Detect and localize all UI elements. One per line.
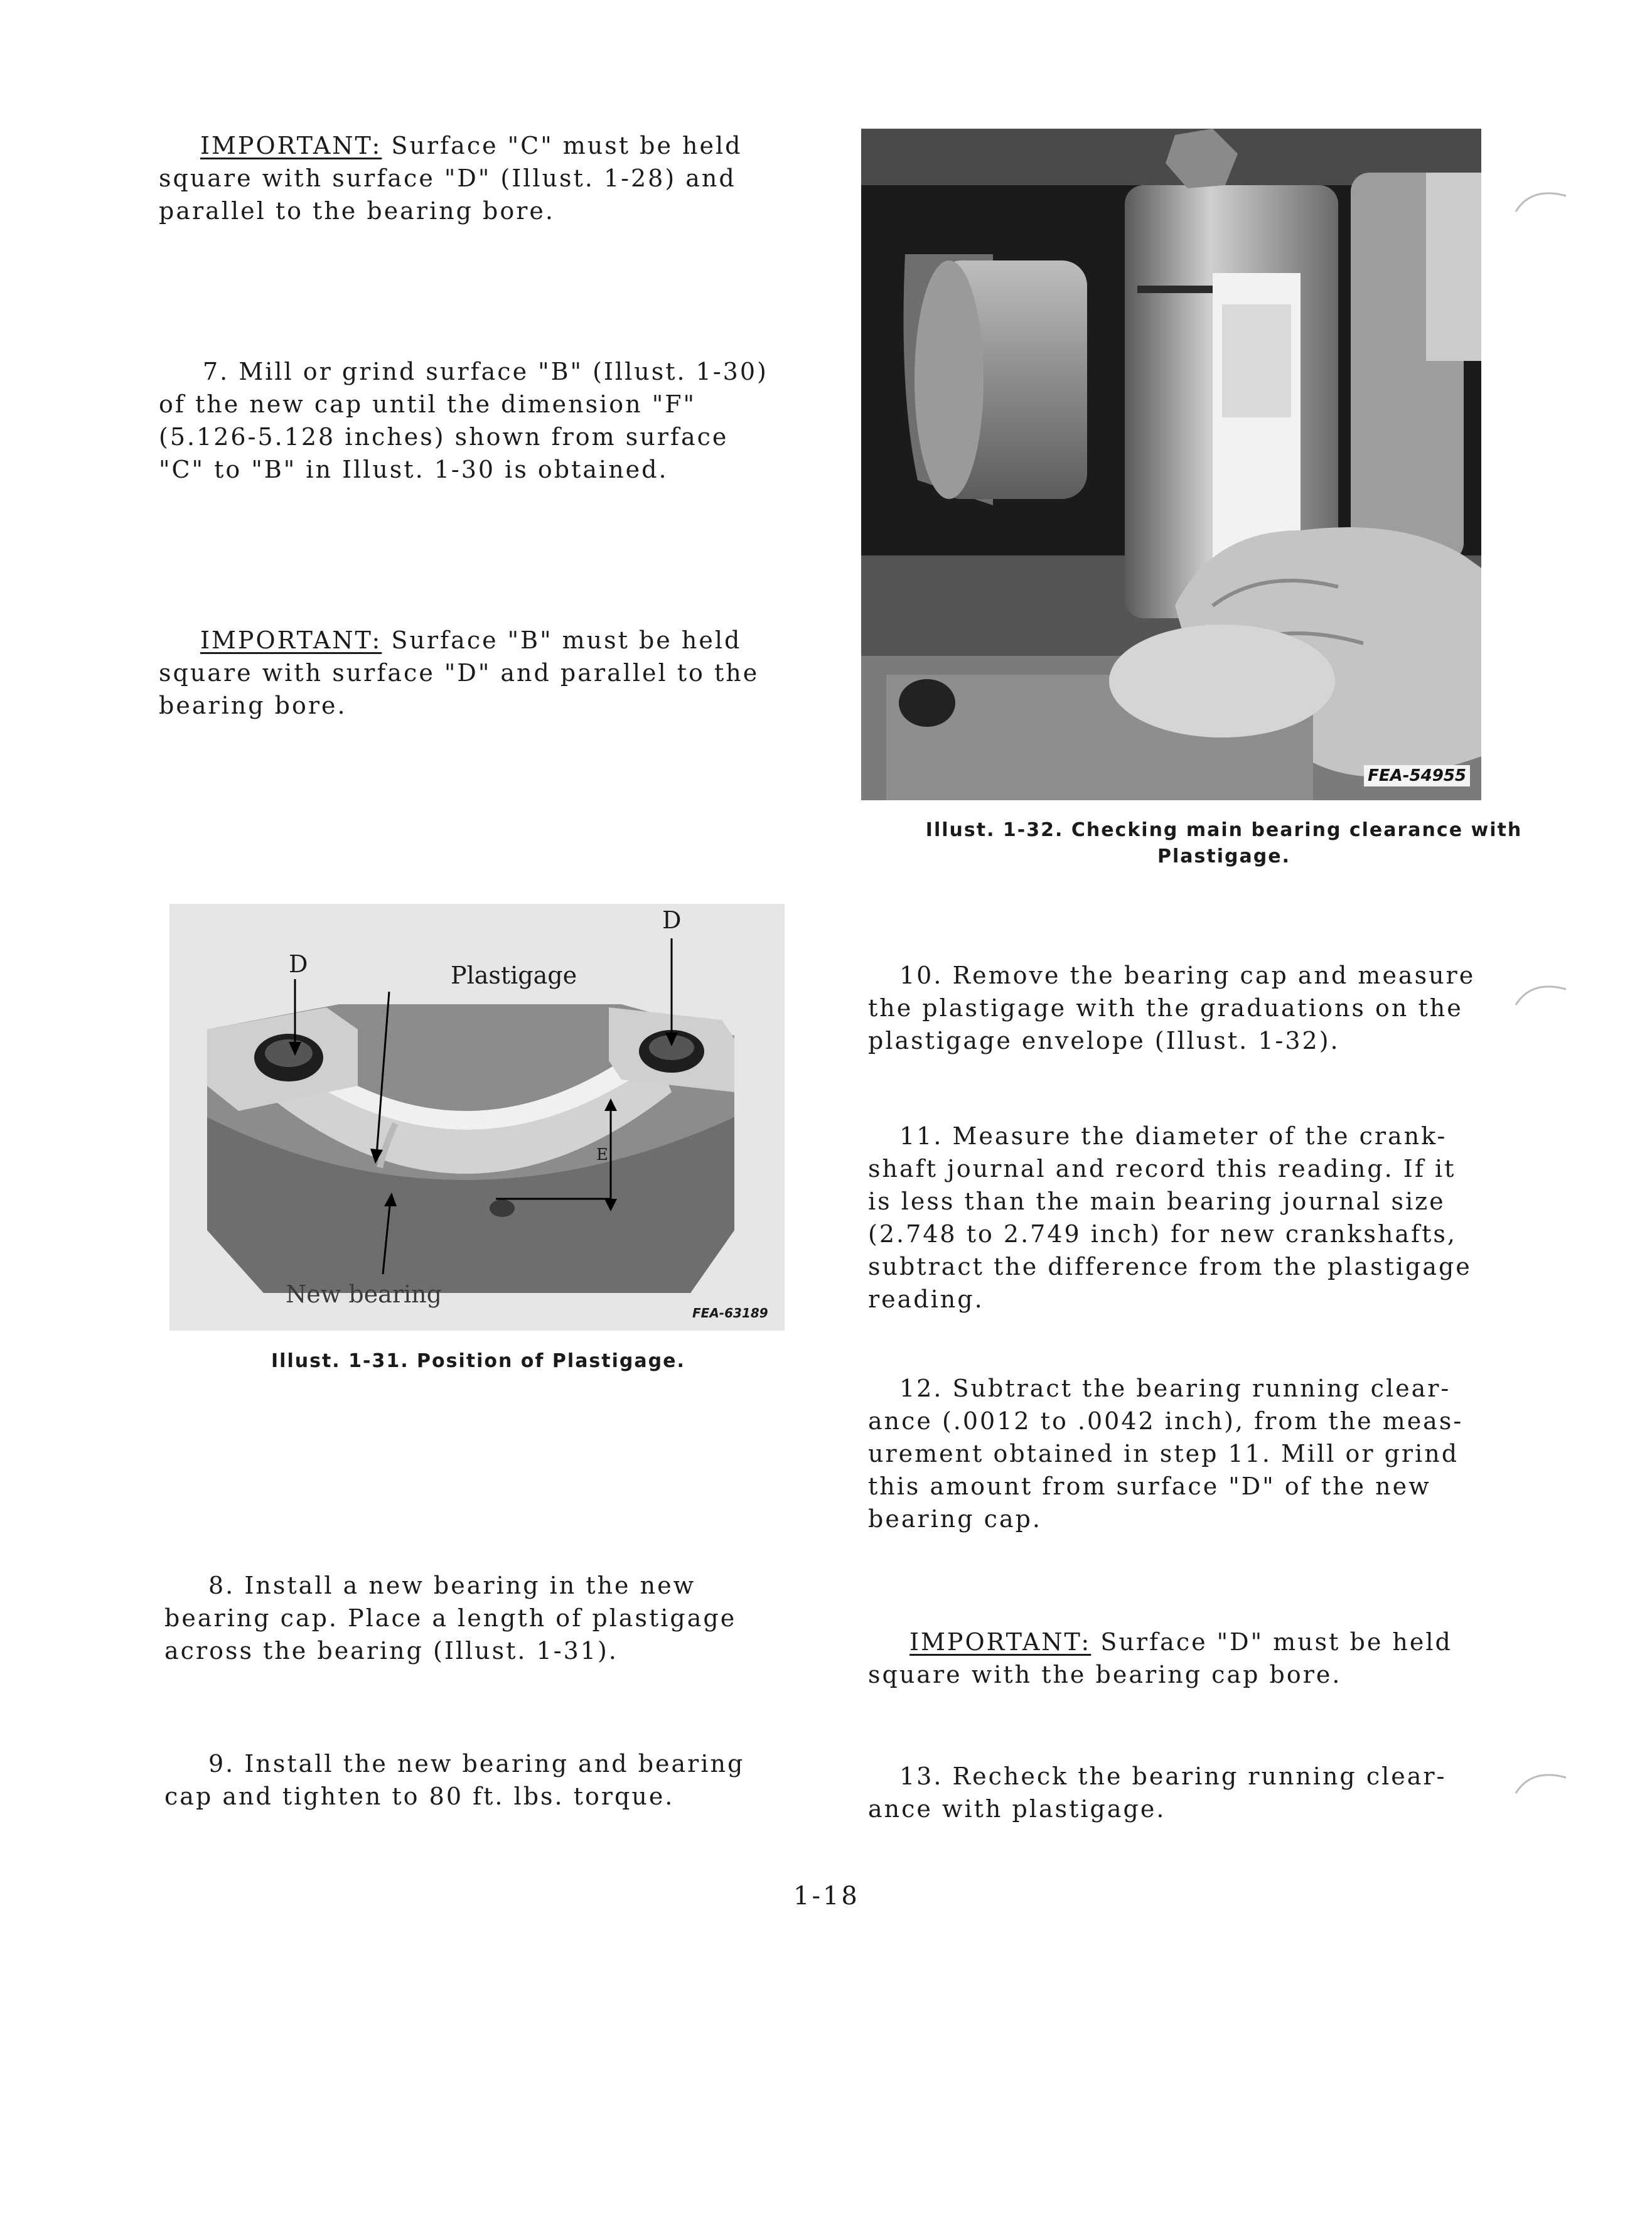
caption-illust-1-32: Illust. 1-32. Checking main bearing clearance with Plastigage. [925, 819, 1523, 867]
step-13: 13. Recheck the bearing running clear- ance with plastigage. [868, 1762, 1447, 1823]
margin-mark-decoration [1513, 1765, 1569, 1796]
important-note-text: Surface "C" must be held square with surface "D" (Illust. 1-28) and parallel to the bearing bore. [159, 132, 743, 225]
step-8: 8. Install a new bearing in the new bearing cap. Place a length of plastigage across the bearing (Illust. 1-31). [164, 1572, 737, 1665]
important-label: IMPORTANT: [909, 1628, 1092, 1656]
figure-code: FEA-54955 [1364, 765, 1470, 786]
label-d-right: D [662, 906, 682, 934]
figure-code: FEA-63189 [692, 1306, 768, 1321]
important-label: IMPORTANT: [200, 132, 382, 159]
important-note-text: Surface "D" must be held square with the bearing cap bore. [868, 1628, 1452, 1688]
label-new-bearing: New bearing [286, 1280, 442, 1308]
label-e: E [596, 1145, 608, 1164]
photo-checking-bearing-clearance [861, 129, 1481, 800]
margin-mark-decoration [1513, 183, 1569, 215]
important-note-text: Surface "B" must be held square with surface "D" and parallel to the bearing bore. [159, 626, 759, 719]
step-10: 10. Remove the bearing cap and measure the plastigage with the graduations on the plastigage envelope (Illust. 1-32). [868, 962, 1476, 1054]
important-note-surface-b [159, 624, 812, 722]
label-d-left: D [289, 950, 308, 978]
crankshaft-photo [861, 129, 1481, 800]
step-7: 7. Mill or grind surface "B" (Illust. 1-30) of the new cap until the dimension "F" (5.126-5.128 inches) shown from surface "C" to "B" in Illust. 1-30 is obtained. [159, 358, 768, 483]
label-plastigage: Plastigage [451, 962, 577, 989]
margin-mark-decoration [1513, 977, 1569, 1008]
step-9: 9. Install the new bearing and bearing cap and tighten to 80 ft. lbs. torque. [164, 1750, 745, 1810]
step-12: 12. Subtract the bearing running clear- ance (.0012 to .0042 inch), from the meas- urement obtained in step 11. Mill or grind this amount from surface "D" of the new bearing cap. [868, 1375, 1464, 1533]
page-number: 1-18 [793, 1882, 860, 1911]
caption-illust-1-31: Illust. 1-31. Position of Plastigage. [271, 1350, 685, 1372]
important-label: IMPORTANT: [200, 626, 382, 654]
illustration-plastigage-position [169, 904, 785, 1331]
step-11: 11. Measure the diameter of the crank- shaft journal and record this reading. If it is less than the main bearing journal size (2.748 to 2.749 inch) for new crankshafts, subtract the difference from the plastigage reading. [868, 1122, 1472, 1313]
important-note-surface-c [159, 129, 812, 227]
important-note-surface-d [868, 1626, 1521, 1691]
